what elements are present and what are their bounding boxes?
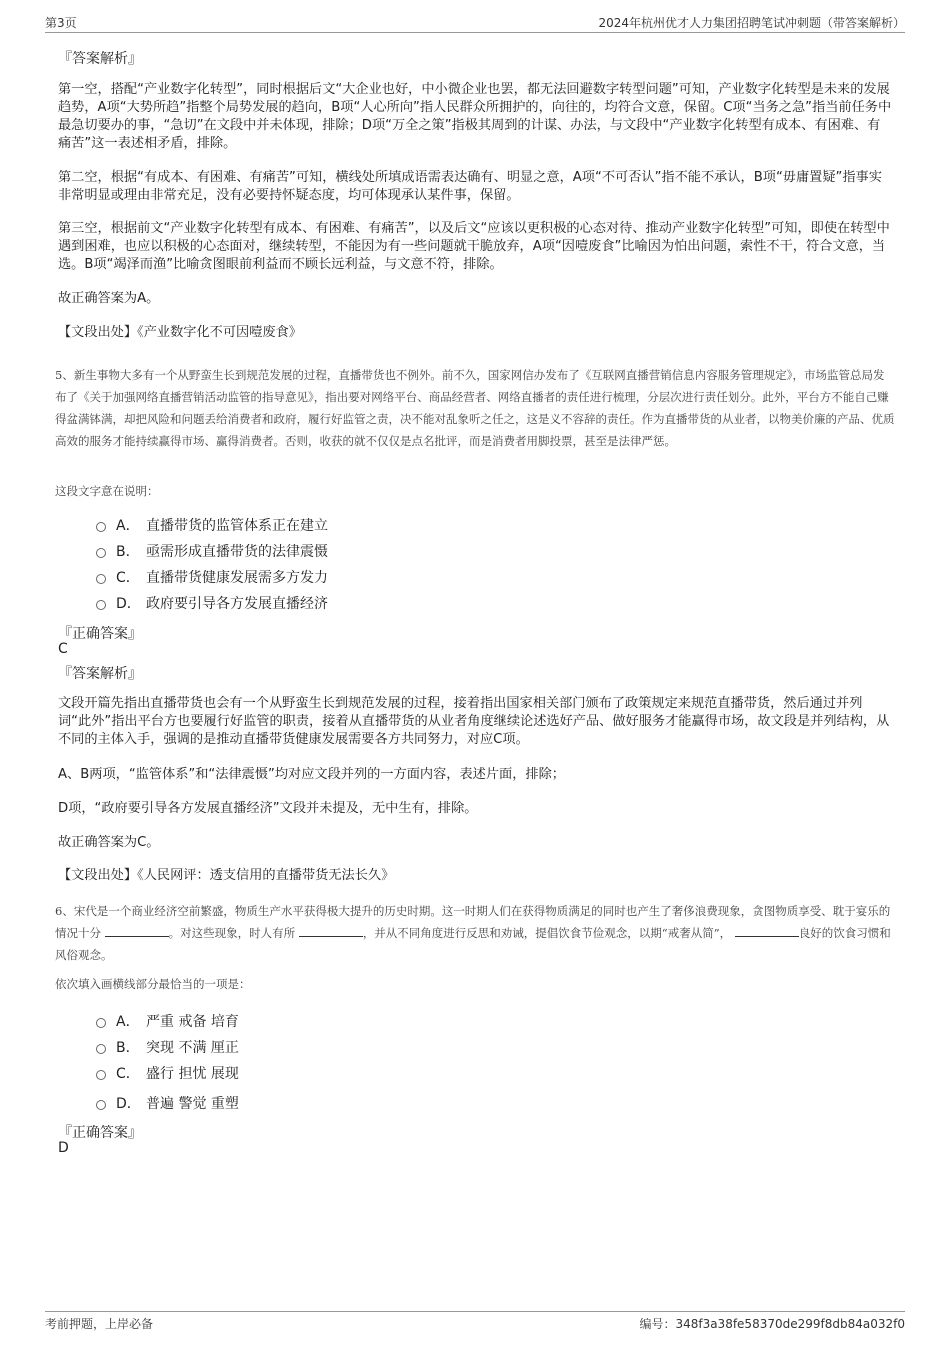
radio-icon[interactable] (96, 574, 106, 584)
question-stem: 这段文字意在说明： (55, 484, 159, 498)
question-text: 5、新生事物大多有一个从野蛮生长到规范发展的过程，直播带货也不例外。前不久，国家网信办发布了《互联网直播营销信息内容服务管理规定》，市场监管总局发布了《关于加强网络直播营销活动监管的指导意见》，指出要对网络平台、商品经营者、网络直播者的责任进行梳理，分层次进行责任划分。此外，平台方不能自己赚得盆满钵满，却把风险和问题丢给消费者和政府，履行好监管之责，决不能对乱象听之任之，这是义不容辞的责任。作为直播带货的从业者，以物美价廉的产品、优质高效的服务才能持续赢得市场、赢得消费者。否则，收获的就不仅仅是点名批评，而是消费者用脚投票，甚至是法律严惩。 (55, 368, 895, 448)
radio-icon[interactable] (96, 600, 106, 610)
option-text: 亟需形成直播带货的法律震慑 (146, 544, 328, 560)
footer-slogan: 考前押题，上岸必备 (45, 1317, 154, 1331)
analysis-paragraph: D项，“政府要引导各方发展直播经济”文段并未提及，无中生有，排除。 (58, 801, 478, 816)
question-text-part: ，并从不同角度进行反思和劝诫，提倡饮食节俭观念，以期“戒奢从简”， (362, 926, 732, 940)
option-letter: B． (116, 1040, 140, 1056)
option-text: 直播带货的监管体系正在建立 (146, 518, 328, 534)
question-text (55, 900, 895, 966)
question-text-part: 。对这些现象，时人有所 (168, 926, 296, 940)
analysis-paragraph: 第三空，根据前文“产业数字化转型有成本、有困难、有痛苦”，以及后文“应该以更积极的心态对待、推动产业数字化转型”可知，即使在转型中遇到困难，也应以积极的心态面对，继续转型，不能因为有一些问题就干脆放弃，A项“因噎废食”比喻因为怕出问题，索性不干，符合文意，当选。B项“竭泽而渔”比喻贪图眼前利益而不顾长远利益，与文意不符，排除。 (58, 221, 890, 272)
page-number: 第3页 (45, 16, 77, 30)
radio-icon[interactable] (96, 1044, 106, 1054)
question-text-part: 6、宋代是一个商业经济空前繁盛，物质生产水平获得极大提升的历史时期。这一时期人们在获得物质满足的同时也产生了奢侈浪费现象，贪图物质享受、耽于宴乐的情况十分 (55, 904, 891, 940)
conclusion: 故正确答案为C。 (58, 835, 160, 850)
option-letter: D． (116, 596, 141, 612)
option-c[interactable] (96, 566, 328, 588)
option-letter: A． (116, 1014, 140, 1030)
option-text: 政府要引导各方发展直播经济 (146, 596, 328, 612)
document-title: 2024年杭州优才人力集团招聘笔试冲刺题（带答案解析） (598, 16, 905, 30)
page-footer (45, 1311, 905, 1333)
source-citation: 【文段出处】《产业数字化不可因噎废食》 (58, 325, 302, 340)
analysis-paragraph: 第一空，搭配“产业数字化转型”，同时根据后文“大企业也好，中小微企业也罢，都无法回避数字转型问题”可知，产业数字化转型是未来的发展趋势，A项“大势所趋”指整个局势发展的趋向，B项“人心所向”指人民群众所拥护的，向往的，均符合文意，保留。C项“当务之急”指当前任务中最急切要办的事，“急切”在文段中并未体现，排除；D项“万全之策”指极其周到的计谋、办法，与文段中“产业数字化转型有成本、有困难、有痛苦”这一表述相矛盾，排除。 (58, 82, 892, 151)
analysis-paragraph: 第二空，根据“有成本、有困难、有痛苦”可知，横线处所填成语需表达确有、明显之意，A项“不可否认”指不能不承认，B项“毋庸置疑”指事实非常明显或理由非常充足，没有必要持怀疑态度，均可体现承认某件事，保留。 (58, 170, 882, 203)
radio-icon[interactable] (96, 1100, 106, 1110)
correct-answer: C (58, 641, 68, 657)
option-text: 突现 不满 厘正 (146, 1040, 239, 1056)
radio-icon[interactable] (96, 1018, 106, 1028)
option-text: 普遍 警觉 重塑 (146, 1096, 239, 1112)
document-code: 编号：348f3a38fe58370de299f8db84a032f0 (639, 1317, 905, 1331)
analysis-paragraph: A、B两项，“监管体系”和“法律震慑”均对应文段并列的一方面内容，表述片面，排除； (58, 767, 565, 782)
option-text: 严重 戒备 培育 (146, 1014, 239, 1030)
question-text-part: 良好的饮食习惯和风俗观念。 (55, 926, 891, 962)
option-b[interactable] (96, 1036, 239, 1058)
option-letter: C． (116, 570, 140, 586)
option-c[interactable] (96, 1062, 239, 1084)
option-a[interactable] (96, 514, 328, 536)
option-a[interactable] (96, 1010, 239, 1032)
radio-icon[interactable] (96, 522, 106, 532)
radio-icon[interactable] (96, 548, 106, 558)
analysis-label: 『答案解析』 (58, 666, 142, 682)
option-d[interactable] (96, 592, 328, 614)
correct-answer-label: 『正确答案』 (58, 1125, 142, 1141)
option-b[interactable] (96, 540, 328, 562)
option-text: 盛行 担忧 展现 (146, 1066, 239, 1082)
source-citation: 【文段出处】《人民网评：透支信用的直播带货无法长久》 (58, 868, 395, 883)
option-letter: C． (116, 1066, 140, 1082)
question-stem: 依次填入画横线部分最恰当的一项是： (55, 977, 251, 991)
correct-answer-label: 『正确答案』 (58, 626, 142, 642)
fill-blank (299, 924, 363, 937)
fill-blank (105, 924, 169, 937)
analysis-label: 『答案解析』 (58, 51, 142, 67)
radio-icon[interactable] (96, 1070, 106, 1080)
option-text: 直播带货健康发展需多方发力 (146, 570, 328, 586)
page-header (45, 14, 905, 33)
fill-blank (735, 924, 799, 937)
correct-answer: D (58, 1140, 69, 1156)
conclusion: 故正确答案为A。 (58, 291, 160, 306)
option-letter: B． (116, 544, 140, 560)
option-letter: A． (116, 518, 140, 534)
analysis-paragraph: 文段开篇先指出直播带货也会有一个从野蛮生长到规范发展的过程，接着指出国家相关部门颁布了政策规定来规范直播带货，然后通过并列词“此外”指出平台方也要履行好监管的职责，接着从直播带货的从业者角度继续论述选好产品、做好服务才能赢得市场，故文段是并列结构，从不同的主体入手，强调的是推动直播带货健康发展需要各方共同努力，对应C项。 (58, 696, 890, 747)
option-letter: D． (116, 1096, 141, 1112)
option-d[interactable] (96, 1092, 239, 1114)
